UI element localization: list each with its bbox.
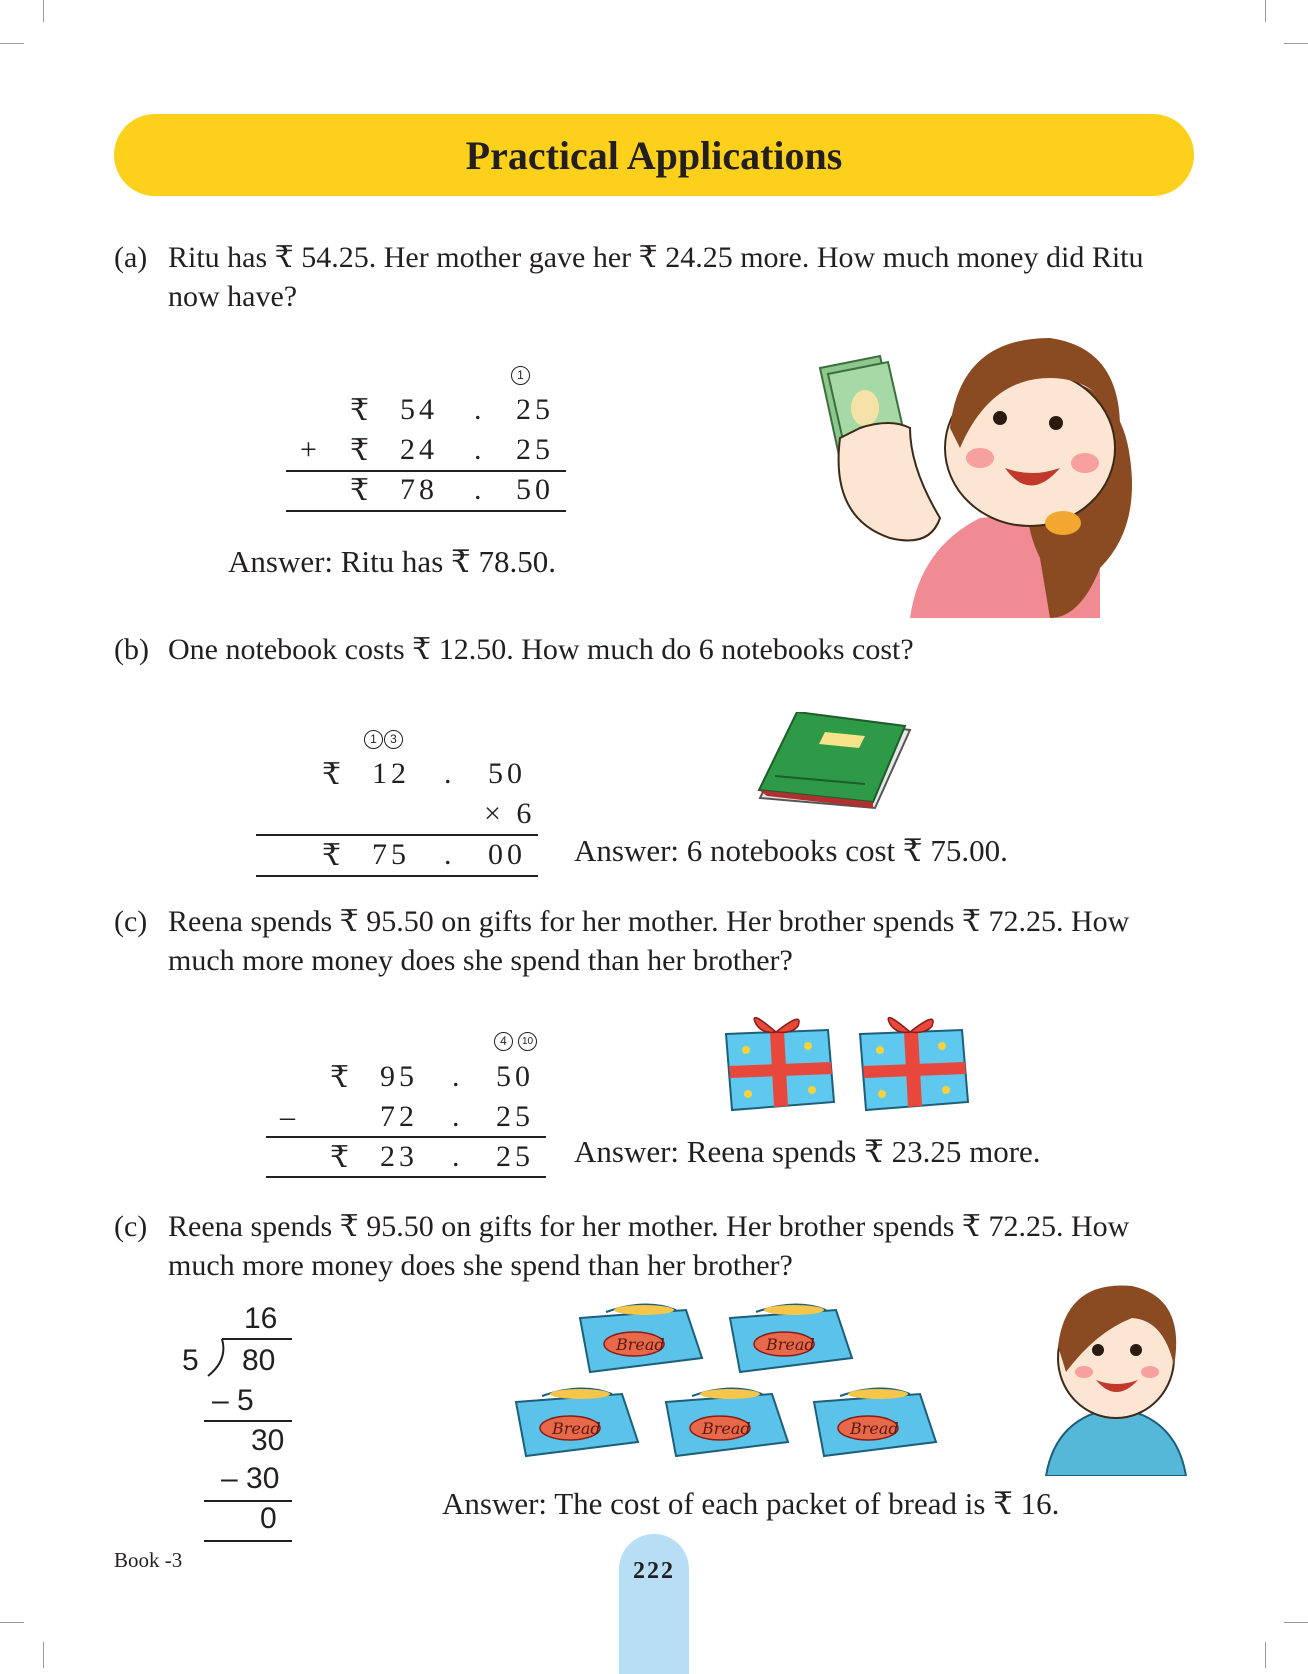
boy-illustration <box>1036 1276 1196 1476</box>
sum-line <box>256 875 538 877</box>
notebook-illustration <box>755 712 915 812</box>
decimal-point: . <box>444 838 456 871</box>
question-text-line1: Reena spends ₹ 95.50 on gifts for her mother. Her brother spends ₹ 72.25. How <box>168 1210 1130 1243</box>
integer-part: 54 <box>400 393 438 426</box>
rupee-symbol: ₹ <box>322 758 346 791</box>
question-label: (a) <box>114 241 148 274</box>
divisor: 5 <box>182 1344 199 1377</box>
rupee-symbol: ₹ <box>322 839 346 872</box>
decimal-point: . <box>474 433 486 466</box>
decimal-point: . <box>452 1100 464 1133</box>
crop-mark <box>0 1622 24 1623</box>
integer-part: 95 <box>380 1060 418 1093</box>
carry-digit: 1 <box>511 366 530 385</box>
page-title: Practical Applications <box>465 132 843 178</box>
crop-mark <box>1284 1622 1308 1623</box>
quotient: 16 <box>244 1302 278 1335</box>
decimal-part: 25 <box>496 1100 534 1133</box>
rupee-symbol: ₹ <box>350 394 374 427</box>
sum-line <box>286 510 566 512</box>
sum-line <box>286 470 566 472</box>
sum-line <box>266 1176 546 1178</box>
rupee-symbol: ₹ <box>350 434 374 467</box>
integer-part: 72 <box>380 1100 418 1133</box>
book-label: Book -3 <box>114 1548 183 1572</box>
integer-part: 75 <box>372 838 410 871</box>
integer-part: 12 <box>372 757 410 790</box>
crop-mark <box>0 43 24 44</box>
gift-box <box>726 1018 834 1110</box>
bread-packet <box>580 1304 702 1372</box>
remainder-step: 30 <box>251 1424 285 1457</box>
bread-packet <box>730 1304 852 1372</box>
subtract-step: – 30 <box>221 1462 280 1495</box>
remainder-final: 0 <box>260 1502 277 1535</box>
carry-digit: 10 <box>518 1032 537 1051</box>
integer-part: 24 <box>400 433 438 466</box>
step-line <box>204 1500 292 1502</box>
question-text-line2: much more money does she spend than her brother? <box>168 944 793 977</box>
title-banner <box>114 114 1194 196</box>
question-c <box>114 902 1204 982</box>
rupee-symbol: ₹ <box>330 1141 354 1174</box>
decimal-point: . <box>452 1060 464 1093</box>
question-b <box>114 630 1204 670</box>
decimal-part: 25 <box>496 1140 534 1173</box>
page-number: 222 <box>633 1558 675 1584</box>
girl-with-money-illustration <box>800 318 1150 618</box>
sum-line <box>256 834 538 836</box>
rupee-symbol: ₹ <box>330 1061 354 1094</box>
answer-d: Answer: The cost of each packet of bread is ₹ 16. <box>442 1486 1060 1521</box>
svg-text:Bread: Bread <box>702 1419 751 1438</box>
step-line <box>204 1420 292 1422</box>
subtract-step: – 5 <box>212 1384 254 1417</box>
answer-c: Answer: Reena spends ₹ 23.25 more. <box>574 1134 1041 1169</box>
question-text-line1: Reena spends ₹ 95.50 on gifts for her mother. Her brother spends ₹ 72.25. How <box>168 905 1130 938</box>
crop-mark <box>43 1642 44 1668</box>
decimal-point: . <box>474 473 486 506</box>
decimal-part: 50 <box>496 1060 534 1093</box>
integer-part: 78 <box>400 473 438 506</box>
page-number-tab <box>619 1534 689 1674</box>
carry-digit: 4 <box>494 1032 513 1051</box>
svg-text:Bread: Bread <box>552 1419 601 1438</box>
answer-b: Answer: 6 notebooks cost ₹ 75.00. <box>574 833 1008 868</box>
bread-packet <box>516 1388 638 1456</box>
question-text-line1: Ritu has ₹ 54.25. Her mother gave her ₹ 24.25 more. How much money did Ritu <box>168 241 1144 274</box>
question-text-line2: now have? <box>168 280 298 313</box>
crop-mark <box>1265 1642 1266 1668</box>
question-text-line2: much more money does she spend than her brother? <box>168 1249 793 1282</box>
carry-digit: 1 <box>364 730 383 749</box>
decimal-part: 50 <box>516 473 554 506</box>
question-a <box>114 238 1204 318</box>
decimal-point: . <box>444 757 456 790</box>
svg-text:Bread: Bread <box>766 1335 815 1354</box>
rupee-symbol: ₹ <box>350 474 374 507</box>
decimal-part: 25 <box>516 433 554 466</box>
decimal-point: . <box>452 1140 464 1173</box>
svg-text:Bread: Bread <box>616 1335 665 1354</box>
step-line <box>204 1540 292 1542</box>
plus-sign: + <box>300 433 321 466</box>
minus-sign: – <box>280 1100 299 1133</box>
decimal-part: 25 <box>516 393 554 426</box>
sum-line <box>266 1136 546 1138</box>
bread-packets-illustration <box>500 1300 950 1470</box>
crop-mark <box>1265 0 1266 22</box>
integer-part: 23 <box>380 1140 418 1173</box>
answer-a: Answer: Ritu has ₹ 78.50. <box>228 544 556 579</box>
question-label: (c) <box>114 905 148 938</box>
gift-box <box>860 1018 968 1110</box>
crop-mark <box>1284 43 1308 44</box>
dividend: 80 <box>242 1344 276 1377</box>
decimal-point: . <box>474 393 486 426</box>
bread-packet <box>814 1388 936 1456</box>
decimal-part: 00 <box>488 838 526 871</box>
bread-packet <box>666 1388 788 1456</box>
division-bar <box>222 1338 292 1340</box>
decimal-part: 50 <box>488 757 526 790</box>
gift-boxes-illustration <box>718 1010 978 1112</box>
carry-digit: 3 <box>384 730 403 749</box>
question-label: (c) <box>114 1210 148 1243</box>
question-text-line1: One notebook costs ₹ 12.50. How much do 6 notebooks cost? <box>168 633 914 666</box>
multiplier: × 6 <box>484 797 536 830</box>
svg-text:Bread: Bread <box>850 1419 899 1438</box>
crop-mark <box>43 0 44 22</box>
division-bracket <box>206 1338 226 1378</box>
question-label: (b) <box>114 633 149 666</box>
question-d <box>114 1207 1204 1287</box>
